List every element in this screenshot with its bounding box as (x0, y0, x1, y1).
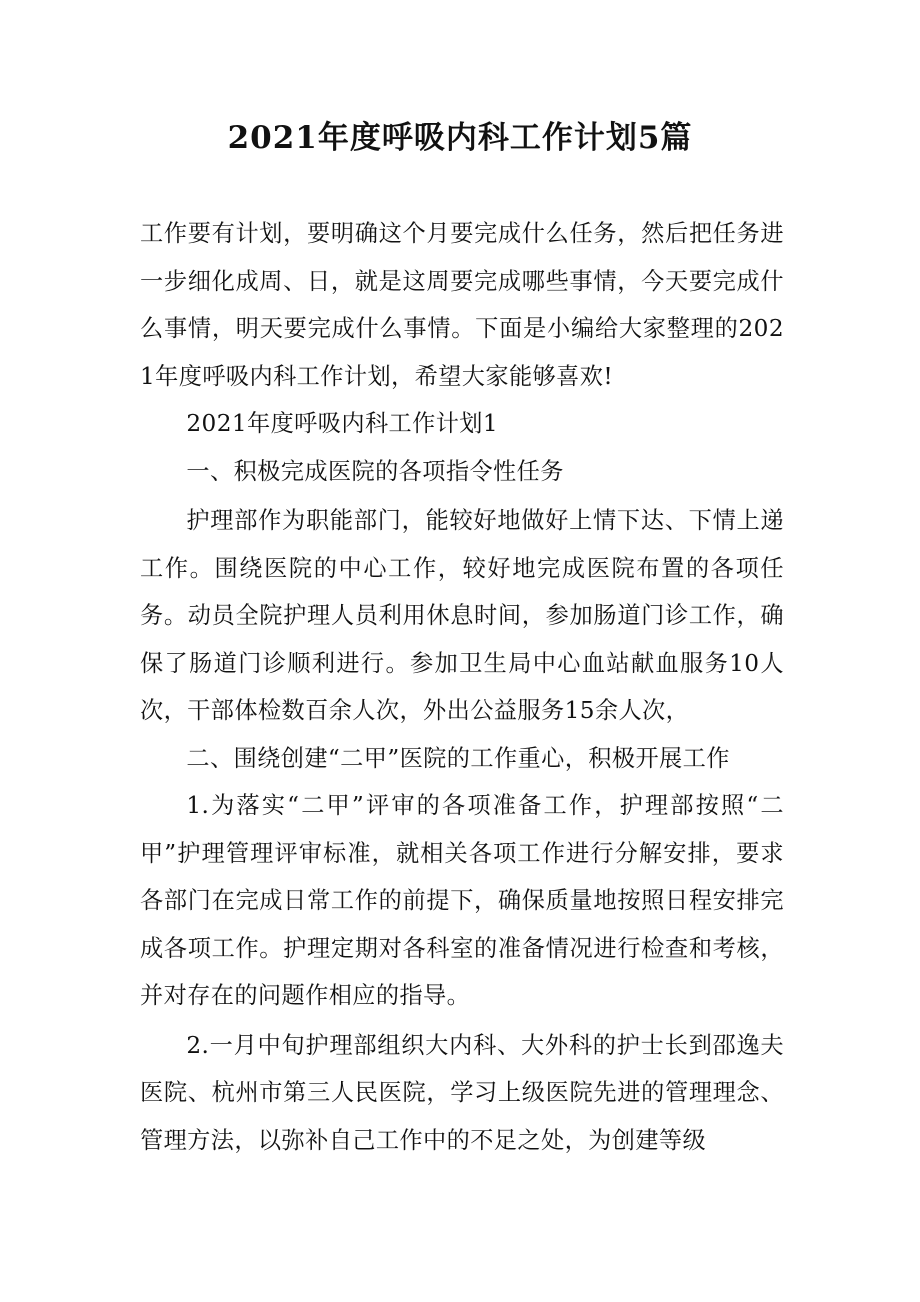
intro-paragraph: 工作要有计划，要明确这个月要完成什么任务，然后把任务进一步细化成周、日，就是这周要完成哪些事情，今天要完成什么事情，明天要完成什么事情。下面是小编给大家整理的2021年度呼吸内科工作计划，希望大家能够喜欢! (140, 220, 784, 390)
section-title-plan-1: 2021年度呼吸内科工作计划1 (186, 410, 499, 437)
document-title: 2021年度呼吸内科工作计划5篇 (227, 120, 693, 156)
paragraph-nursing-department: 护理部作为职能部门，能较好地做好上情下达、下情上递工作。围绕医院的中心工作，较好地完成医院布置的各项任务。动员全院护理人员利用休息时间，参加肠道门诊工作，确保了肠道门诊顺利进行。参加卫生局中心血站献血服务10人次，干部体检数百余人次，外出公益服务15余人次， (140, 507, 784, 724)
heading-two: 二、围绕创建“二甲”医院的工作重心，积极开展工作 (186, 744, 730, 772)
paragraph-item-2: 2.一月中旬护理部组织大内科、大外科的护士长到邵逸夫医院、杭州市第三人民医院，学习上级医院先进的管理理念、管理方法，以弥补自己工作中的不足之处，为创建等级 (140, 1031, 784, 1154)
heading-one: 一、积极完成医院的各项指令性任务 (186, 457, 564, 485)
document-body (140, 210, 784, 1164)
paragraph-item-1: 1.为落实“二甲”评审的各项准备工作，护理部按照“二甲”护理管理评审标准，就相关各项工作进行分解安排，要求各部门在完成日常工作的前提下，确保质量地按照日程安排完成各项工作。护理定期对各科室的准备情况进行检查和考核，并对存在的问题作相应的指导。 (140, 792, 784, 1009)
